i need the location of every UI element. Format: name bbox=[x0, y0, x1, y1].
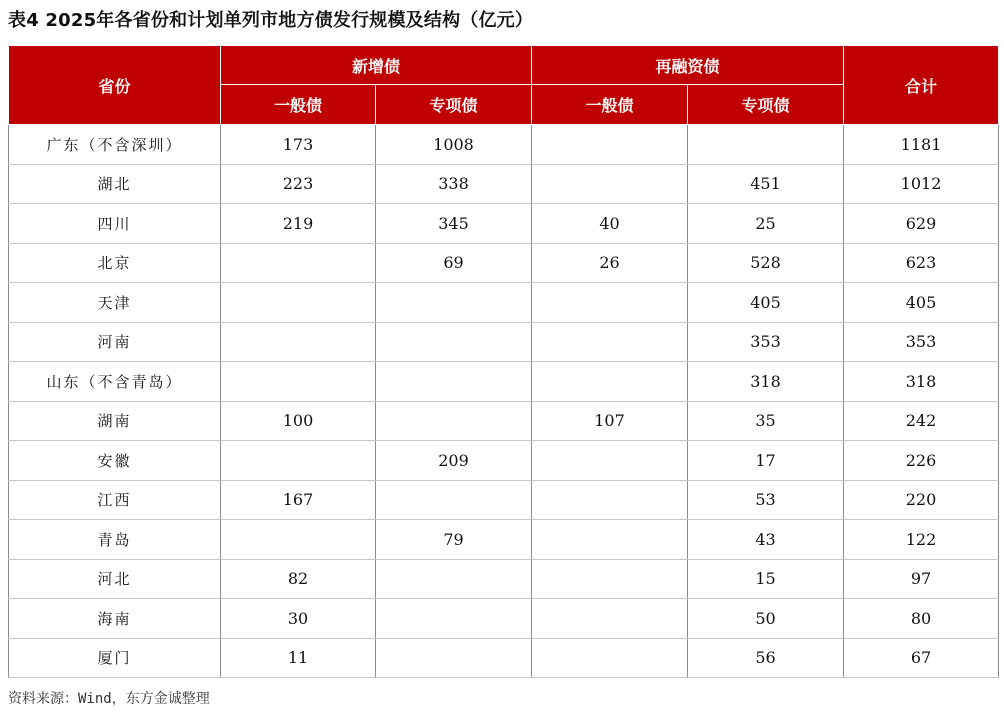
total-cell: 220 bbox=[844, 480, 999, 520]
total-cell: 353 bbox=[844, 322, 999, 362]
new-general-cell: 219 bbox=[221, 204, 376, 244]
table-row bbox=[9, 362, 999, 402]
new-special-cell: 79 bbox=[376, 520, 532, 560]
ref-special-cell bbox=[688, 125, 844, 165]
new-special-cell: 209 bbox=[376, 441, 532, 481]
ref-general-cell bbox=[532, 559, 688, 599]
new-general-cell bbox=[221, 362, 376, 402]
table-row bbox=[9, 243, 999, 283]
total-cell: 80 bbox=[844, 599, 999, 639]
new-special-cell bbox=[376, 480, 532, 520]
table-row bbox=[9, 204, 999, 244]
total-cell: 1181 bbox=[844, 125, 999, 165]
ref-special-cell: 35 bbox=[688, 401, 844, 441]
ref-special-cell: 451 bbox=[688, 164, 844, 204]
ref-special-cell: 17 bbox=[688, 441, 844, 481]
province-cell: 河南 bbox=[9, 322, 221, 362]
table-row bbox=[9, 559, 999, 599]
ref-general-cell bbox=[532, 599, 688, 639]
total-cell: 318 bbox=[844, 362, 999, 402]
header-ref-special: 专项债 bbox=[688, 85, 844, 125]
header-new-special: 专项债 bbox=[376, 85, 532, 125]
new-special-cell: 345 bbox=[376, 204, 532, 244]
ref-general-cell bbox=[532, 362, 688, 402]
ref-special-cell: 43 bbox=[688, 520, 844, 560]
new-general-cell bbox=[221, 441, 376, 481]
new-general-cell bbox=[221, 322, 376, 362]
ref-general-cell bbox=[532, 322, 688, 362]
province-cell: 山东（不含青岛） bbox=[9, 362, 221, 402]
new-general-cell: 167 bbox=[221, 480, 376, 520]
table-row bbox=[9, 520, 999, 560]
new-general-cell bbox=[221, 243, 376, 283]
province-cell: 北京 bbox=[9, 243, 221, 283]
new-general-cell: 100 bbox=[221, 401, 376, 441]
header-refinancing-debt: 再融资债 bbox=[532, 46, 844, 85]
table-caption: 表4 2025年各省份和计划单列市地方债发行规模及结构（亿元） bbox=[8, 10, 534, 31]
total-cell: 122 bbox=[844, 520, 999, 560]
table-row bbox=[9, 283, 999, 323]
ref-special-cell: 25 bbox=[688, 204, 844, 244]
ref-general-cell bbox=[532, 638, 688, 678]
ref-general-cell: 107 bbox=[532, 401, 688, 441]
new-general-cell bbox=[221, 283, 376, 323]
table-body bbox=[9, 125, 999, 678]
new-special-cell: 69 bbox=[376, 243, 532, 283]
ref-special-cell: 318 bbox=[688, 362, 844, 402]
total-cell: 226 bbox=[844, 441, 999, 481]
new-general-cell bbox=[221, 520, 376, 560]
table-row bbox=[9, 401, 999, 441]
table-row bbox=[9, 322, 999, 362]
ref-special-cell: 15 bbox=[688, 559, 844, 599]
new-special-cell bbox=[376, 322, 532, 362]
ref-special-cell: 50 bbox=[688, 599, 844, 639]
province-cell: 海南 bbox=[9, 599, 221, 639]
header-new-general: 一般债 bbox=[221, 85, 376, 125]
ref-special-cell: 56 bbox=[688, 638, 844, 678]
ref-general-cell bbox=[532, 283, 688, 323]
new-special-cell: 1008 bbox=[376, 125, 532, 165]
table-row bbox=[9, 480, 999, 520]
ref-general-cell: 40 bbox=[532, 204, 688, 244]
total-cell: 405 bbox=[844, 283, 999, 323]
new-special-cell: 338 bbox=[376, 164, 532, 204]
new-general-cell: 82 bbox=[221, 559, 376, 599]
header-ref-general: 一般债 bbox=[532, 85, 688, 125]
ref-general-cell bbox=[532, 125, 688, 165]
province-cell: 河北 bbox=[9, 559, 221, 599]
ref-special-cell: 53 bbox=[688, 480, 844, 520]
new-special-cell bbox=[376, 362, 532, 402]
province-cell: 青岛 bbox=[9, 520, 221, 560]
bond-issuance-table bbox=[8, 45, 999, 678]
province-cell: 湖南 bbox=[9, 401, 221, 441]
header-new-debt: 新增债 bbox=[221, 46, 532, 85]
new-general-cell: 223 bbox=[221, 164, 376, 204]
province-cell: 厦门 bbox=[9, 638, 221, 678]
total-cell: 623 bbox=[844, 243, 999, 283]
table-row bbox=[9, 441, 999, 481]
province-cell: 江西 bbox=[9, 480, 221, 520]
header-province: 省份 bbox=[9, 46, 221, 125]
province-cell: 安徽 bbox=[9, 441, 221, 481]
new-special-cell bbox=[376, 283, 532, 323]
total-cell: 242 bbox=[844, 401, 999, 441]
ref-general-cell bbox=[532, 441, 688, 481]
ref-special-cell: 528 bbox=[688, 243, 844, 283]
ref-general-cell bbox=[532, 164, 688, 204]
total-cell: 629 bbox=[844, 204, 999, 244]
new-special-cell bbox=[376, 401, 532, 441]
province-cell: 四川 bbox=[9, 204, 221, 244]
ref-special-cell: 353 bbox=[688, 322, 844, 362]
new-general-cell: 11 bbox=[221, 638, 376, 678]
table-row bbox=[9, 125, 999, 165]
total-cell: 97 bbox=[844, 559, 999, 599]
header-total: 合计 bbox=[844, 46, 999, 125]
table-row bbox=[9, 599, 999, 639]
new-special-cell bbox=[376, 559, 532, 599]
new-general-cell: 30 bbox=[221, 599, 376, 639]
new-special-cell bbox=[376, 599, 532, 639]
ref-general-cell bbox=[532, 520, 688, 560]
province-cell: 湖北 bbox=[9, 164, 221, 204]
ref-special-cell: 405 bbox=[688, 283, 844, 323]
source-note: 资料来源：Wind，东方金诚整理 bbox=[8, 691, 210, 707]
ref-general-cell: 26 bbox=[532, 243, 688, 283]
table-row bbox=[9, 164, 999, 204]
table-row bbox=[9, 638, 999, 678]
total-cell: 1012 bbox=[844, 164, 999, 204]
new-special-cell bbox=[376, 638, 532, 678]
new-general-cell: 173 bbox=[221, 125, 376, 165]
ref-general-cell bbox=[532, 480, 688, 520]
province-cell: 广东（不含深圳） bbox=[9, 125, 221, 165]
total-cell: 67 bbox=[844, 638, 999, 678]
province-cell: 天津 bbox=[9, 283, 221, 323]
